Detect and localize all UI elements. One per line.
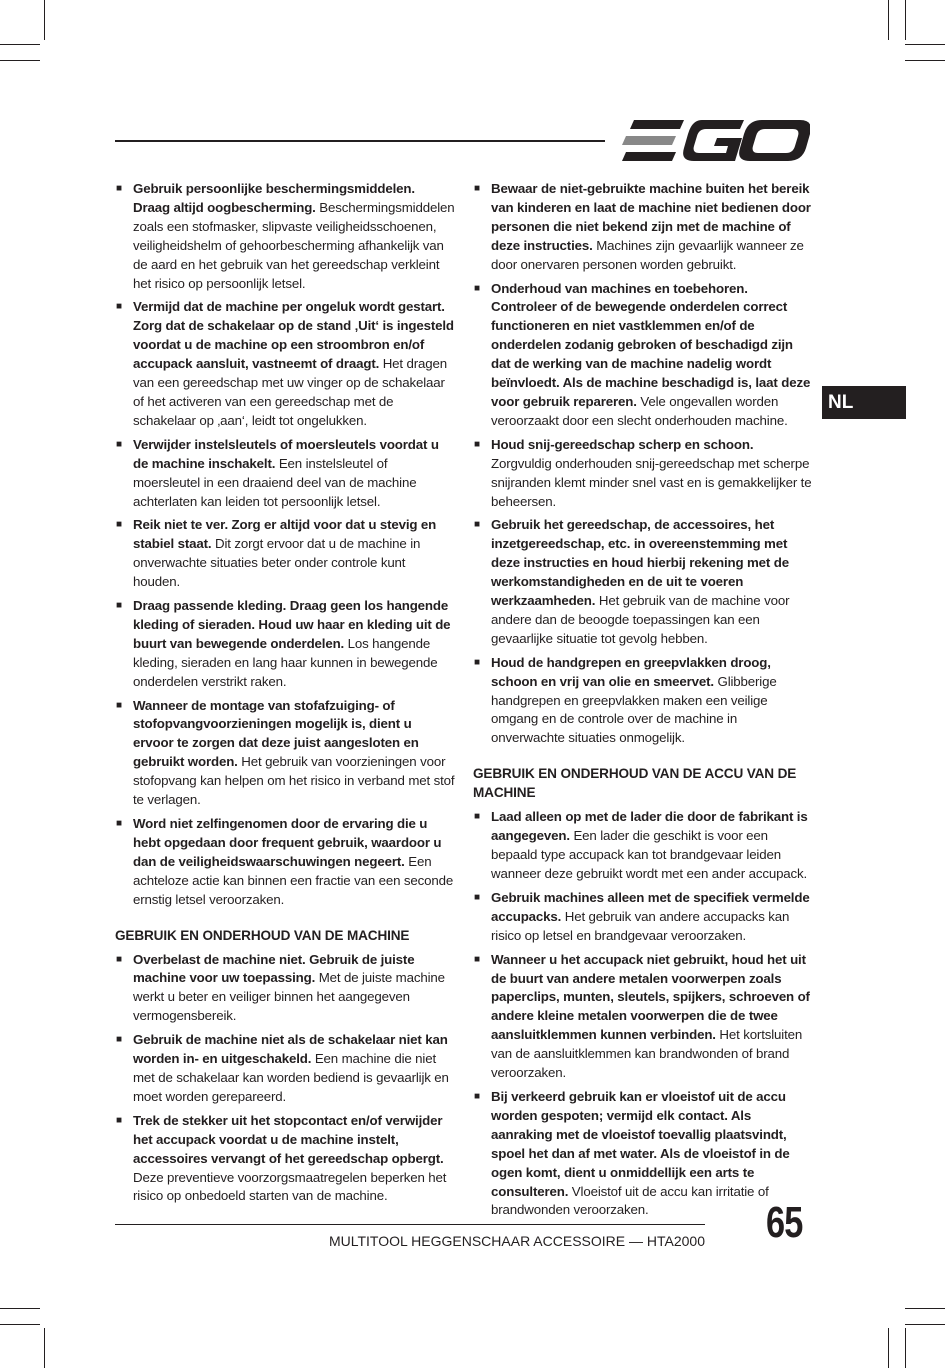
bullet-bold-text: Word niet zelfingenomen door de ervaring die u hebt opgedaan door frequent gebruik, waardoor u dan de veiligheidswaarschuwingen negeert. (133, 816, 442, 869)
left-items (115, 180, 455, 910)
bullet-body-text: Een achteloze actie kan binnen een fractie van een seconde ernstig letsel veroorzaken. (133, 853, 454, 907)
bullet-square-icon: ■ (474, 891, 480, 903)
bullet-bold-text: Houd de handgrepen en greepvlakken droog, schoon en vrij van olie en smeervet. (491, 654, 771, 689)
bullet-item (115, 516, 455, 592)
crop-mark (0, 44, 40, 45)
bullet-bold-text: Gebruik persoonlijke beschermingsmiddelen. Draag altijd oogbescherming. (133, 181, 415, 215)
bullet-body-text: Deze preventieve voorzorgsmaatregelen beperken het risico op onbedoeld starten van de machine. (133, 1169, 447, 1204)
bullet-square-icon: ■ (474, 953, 480, 965)
bullet-body-text: Glibberige handgrepen en greepvlakken maken een veilige omgang en de controle over de machine in onverwachte situaties onmogelijk. (491, 673, 777, 746)
bullet-bold-text: Draag passende kleding. Draag geen los hangende kleding of sieraden. Houd uw haar en kleding uit de buurt van bewegende onderdelen. (133, 598, 451, 651)
bullet-square-icon: ■ (474, 282, 480, 294)
bullet-item (115, 697, 455, 810)
bullet-bold-text: Houd snij-gereedschap scherp en schoon. (491, 436, 754, 452)
bullet-item (115, 1112, 455, 1207)
bullet-square-icon: ■ (116, 699, 122, 711)
language-tab: NL (822, 386, 906, 419)
bullet-square-icon: ■ (474, 1090, 480, 1102)
bullet-item (115, 436, 455, 512)
left-column (115, 180, 455, 1211)
bullet-body-text: Een instelsleutel of moersleutel in een draaiend deel van de machine achterlaten kan leiden tot persoonlijk letsel. (133, 455, 417, 509)
bullet-square-icon: ■ (116, 953, 122, 965)
bullet-item (115, 951, 455, 1027)
bullet-square-icon: ■ (474, 183, 480, 194)
crop-mark (0, 60, 40, 61)
bullet-bold-text: Bewaar de niet-gebruikte machine buiten het bereik van kinderen en laat de machine niet bedienen door personen die niet bekend zijn met de machine of deze instructies. (491, 181, 811, 253)
bullet-item (473, 951, 813, 1083)
crop-mark (888, 0, 889, 40)
bullet-body-text: Het kortsluiten van de aansluitklemmen kan brandwonden of brand veroorzaken. (491, 1027, 803, 1081)
bullet-body-text: Vloeistof uit de accu kan irritatie of brandwonden veroorzaken. (491, 1183, 769, 1218)
bullet-item (115, 597, 455, 692)
left-section-items (115, 951, 455, 1207)
bullet-bold-text: Overbelast de machine niet. Gebruik de juiste machine voor uw toepassing. (133, 951, 415, 986)
bullet-item (473, 808, 813, 884)
crop-mark (0, 1308, 40, 1309)
bullet-item (473, 436, 813, 512)
bullet-body-text: Machines zijn gevaarlijk wanneer ze door onervaren personen worden gebruikt. (491, 237, 804, 272)
bullet-item (473, 280, 813, 431)
bullet-item (115, 180, 455, 293)
bullet-item (473, 180, 813, 275)
bullet-item (473, 1088, 813, 1220)
bullet-bold-text: Wanneer de montage van stofafzuiging- of stofopvangvoorzieningen mogelijk is, dient u ervoor te zorgen dat deze juist aangesloten en gebruikt worden. (133, 697, 419, 770)
bullet-square-icon: ■ (116, 519, 122, 531)
bullet-body-text: Het gebruik van andere accupacks kan risico op letsel en brandgevaar veroorzaken. (491, 908, 790, 943)
crop-mark (905, 1328, 906, 1368)
bullet-body-text: Het dragen van een gereedschap met uw vinger op de schakelaar of het activeren van een gereedschap met de schakelaar op ‚aan‘, leidt tot ongelukken. (133, 356, 447, 428)
bullet-item (473, 889, 813, 946)
crop-mark (905, 0, 906, 40)
footer-title: MULTITOOL HEGGENSCHAAR ACCESSOIRE — HTA2000 (328, 1233, 705, 1249)
bullet-item (473, 654, 813, 749)
ego-logo (622, 120, 810, 162)
crop-mark (905, 60, 945, 61)
crop-mark (905, 1308, 945, 1309)
bullet-square-icon: ■ (474, 656, 480, 668)
right-column (473, 180, 813, 1225)
bullet-bold-text: Vermijd dat de machine per ongeluk wordt gestart. Zorg dat de schakelaar op de stand ‚Uit‘ is ingesteld voordat u de machine op een stroombron en/of accupack aansluit, vastneemt of draagt. (133, 299, 454, 372)
crop-mark (44, 0, 45, 40)
section-heading: GEBRUIK EN ONDERHOUD VAN DE MACHINE (115, 927, 410, 943)
bullet-body-text: Met de juiste machine werkt u beter en veiliger binnen het aangegeven vermogensbereik. (133, 970, 445, 1024)
bullet-bold-text: Verwijder instelsleutels of moersleutels voordat u de machine inschakelt. (133, 436, 439, 471)
bullet-bold-text: Trek de stekker uit het stopcontact en/of verwijder het accupack voordat u de machine instelt, accessoires vervangt of het gereedschap opbergt. (133, 1112, 444, 1166)
section-heading: GEBRUIK EN ONDERHOUD VAN DE ACCU VAN DE MACHINE (473, 766, 797, 801)
bullet-body-text: Los hangende kleding, sieraden en lang haar kunnen in bewegende onderdelen verstrikt raken. (133, 635, 438, 689)
bullet-body-text: Een machine die niet met de schakelaar kan worden bediend is gevaarlijk en moet worden gerepareerd. (133, 1051, 449, 1104)
bullet-body-text: Zorgvuldig onderhouden snij-gereedschap met scherpe snijranden klemt minder snel vast en is gemakkelijker te beheersen. (491, 455, 812, 509)
right-section-items (473, 808, 813, 1220)
bullet-bold-text: Gebruik het gereedschap, de accessoires, het inzetgereedschap, etc. in overeenstemming met deze instructies en houd hierbij rekening met de werkomstandigheden en de uit te voeren werkzaamheden. (491, 517, 789, 609)
bullet-square-icon: ■ (116, 183, 122, 194)
bullet-item (115, 298, 455, 430)
bullet-bold-text: Reik niet te ver. Zorg er altijd voor dat u stevig en stabiel staat. (133, 517, 437, 552)
crop-mark (0, 1324, 40, 1325)
bullet-item (473, 516, 813, 648)
bullet-bold-text: Wanneer u het accupack niet gebruikt, houd het uit de buurt van andere metalen voorwerpen zoals paperclips, munten, sleutels, spijkers, schroeven of andere kleine metalen voorwerpen die de twee aansluitklemmen kunnen verbinden. (491, 951, 810, 1043)
crop-mark (905, 1324, 945, 1325)
bullet-bold-text: Onderhoud van machines en toebehoren. Controleer of de bewegende onderdelen correct functioneren en niet vastklemmen en/of de onderdelen zodanig gebroken of beschadigd zijn dat de werking van de machine nadelig wordt beïnvloedt. Als de machine beschadigd is, laat deze voor gebruik repareren. (491, 280, 811, 409)
bullet-bold-text: Gebruik machines alleen met de specifiek vermelde accupacks. (491, 889, 810, 924)
bullet-square-icon: ■ (116, 1114, 122, 1126)
bullet-bold-text: Gebruik de machine niet als de schakelaar niet kan worden in- en uitgeschakeld. (133, 1032, 448, 1067)
bullet-square-icon: ■ (474, 438, 480, 450)
bullet-body-text: Vele ongevallen worden veroorzaakt door een slecht onderhouden machine. (491, 393, 788, 428)
bullet-bold-text: Bij verkeerd gebruik kan er vloeistof uit de accu worden gespoten; vermijd elk contact. Als aanraking met de vloeistof toevallig plaatsvindt, spoel het dan af met water. Als de vloeistof in de ogen komt, dient u onmiddellijk een arts te consulteren. (491, 1088, 790, 1199)
bullet-square-icon: ■ (116, 600, 122, 612)
bullet-item (115, 1031, 455, 1107)
bullet-body-text: Het gebruik van de machine voor andere dan de beoogde toepassingen kan een gevaarlijke situatie tot gevolg hebben. (491, 593, 790, 646)
crop-mark (888, 1328, 889, 1368)
bullet-square-icon: ■ (474, 811, 480, 823)
bullet-bold-text: Laad alleen op met de lader die door de fabrikant is aangegeven. (491, 809, 808, 844)
header-rule (115, 140, 605, 142)
bullet-body-text: Beschermingsmiddelen zoals een stofmasker, slipvaste veiligheidsschoenen, veiligheidshelm of gehoorbescherming afhankelijk van de aard en het gebruik van het gereedschap verkleint het risico op persoonlijk letsel. (133, 199, 455, 291)
bullet-square-icon: ■ (116, 301, 122, 313)
bullet-square-icon: ■ (116, 438, 122, 450)
footer-rule (115, 1224, 705, 1225)
bullet-body-text: Dit zorgt ervoor dat u de machine in onverwachte situaties beter onder controle kunt houden. (133, 536, 421, 590)
bullet-square-icon: ■ (116, 818, 122, 829)
bullet-item (115, 815, 455, 910)
bullet-square-icon: ■ (474, 519, 480, 531)
bullet-square-icon: ■ (116, 1034, 122, 1046)
bullet-body-text: Een lader die geschikt is voor een bepaald type accupack kan tot brandgevaar leiden wanneer deze gebruikt wordt met een ander accupack. (491, 828, 808, 881)
right-items (473, 180, 813, 748)
bullet-body-text: Het gebruik van voorzieningen voor stofopvang kan helpen om het risico in verband met stof te verlagen. (133, 754, 455, 808)
crop-mark (44, 1328, 45, 1368)
page-number: 65 (766, 1198, 803, 1247)
crop-mark (905, 44, 945, 45)
